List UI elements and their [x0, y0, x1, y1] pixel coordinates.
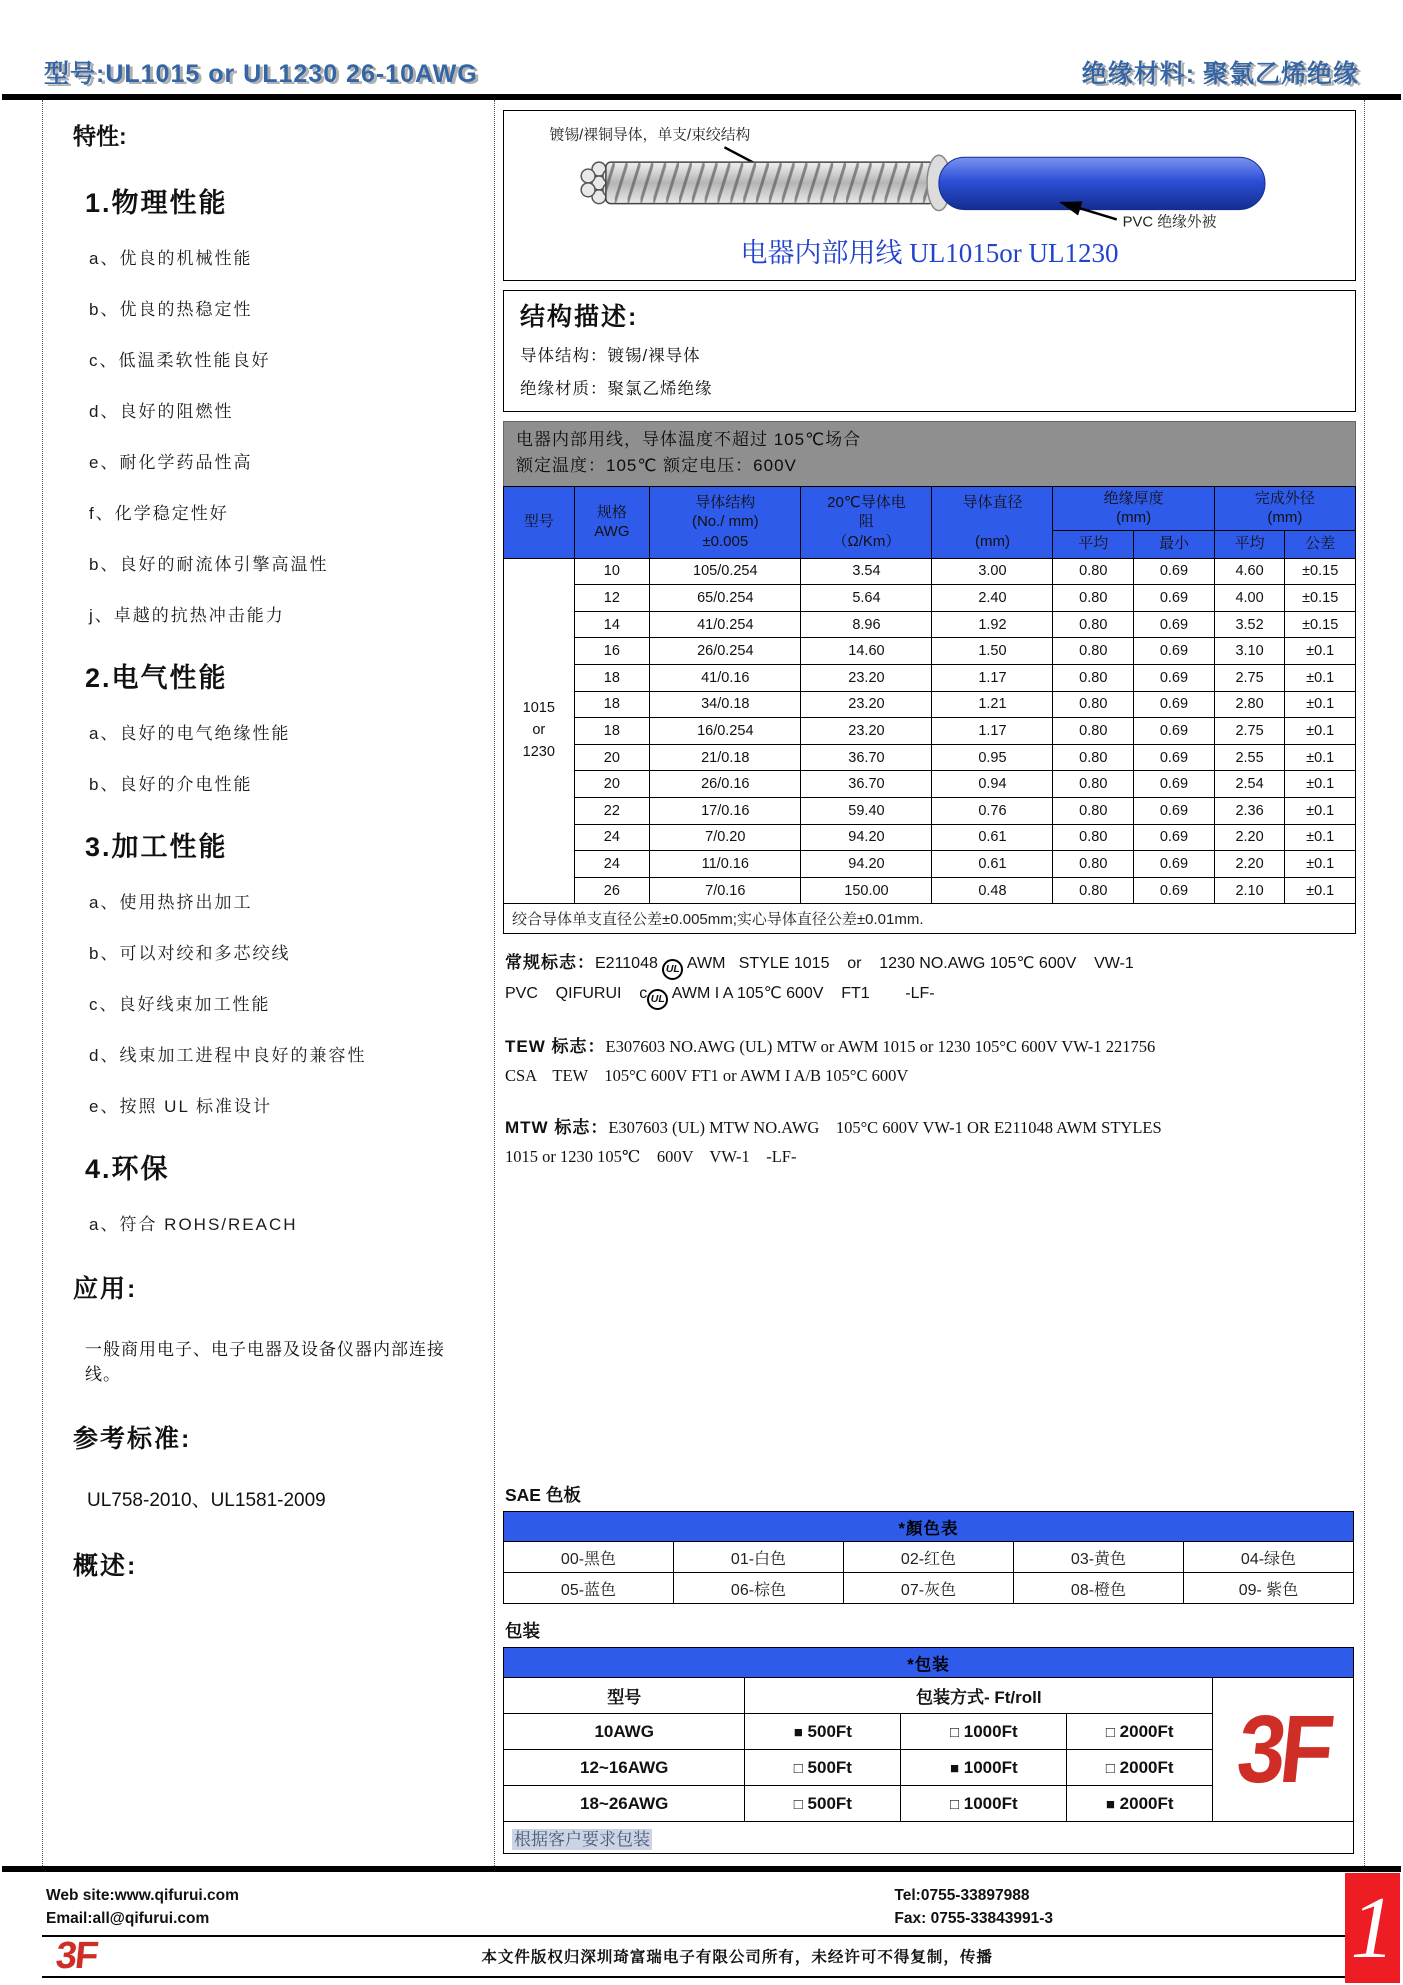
main-content	[42, 100, 1365, 1866]
spec-cell: 1.21	[932, 691, 1053, 718]
spec-cell: 24	[574, 824, 650, 851]
spec-cell: 59.40	[801, 798, 932, 825]
marking-text: E307603 (UL) MTW NO.AWG 105°C 600V VW-1 OR E211048 AWM STYLES	[608, 1118, 1162, 1138]
color-cell: 07-灰色	[844, 1573, 1014, 1604]
package-method-header: 包装方式- Ft/roll	[745, 1678, 1213, 1714]
feature-item: a、符合 ROHS/REACH	[89, 1215, 298, 1234]
spec-header-cell: 导体结构 (No./ mm) ±0.005	[650, 486, 801, 558]
spec-cell: 65/0.254	[650, 585, 801, 612]
brand-logo-3f: 3F	[1232, 1695, 1334, 1803]
structure-box	[503, 290, 1356, 412]
spec-cell: 0.80	[1053, 611, 1134, 638]
feature-sections	[73, 181, 476, 1235]
spec-cell: 0.94	[932, 771, 1053, 798]
feature-item: f、化学稳定性好	[89, 504, 229, 523]
section-title: 2.电气性能	[85, 663, 228, 693]
conductor-strands	[606, 162, 934, 204]
spec-cell: 1.92	[932, 611, 1053, 638]
spec-cell: ±0.1	[1285, 771, 1356, 798]
spec-cell: 0.76	[932, 798, 1053, 825]
spec-header-cell: 规格 AWG	[574, 486, 650, 558]
spec-cell: 0.69	[1134, 851, 1215, 878]
spec-cell: 3.54	[801, 558, 932, 585]
spec-tbody	[504, 558, 1356, 904]
checkbox-icon: □	[949, 1795, 960, 1813]
spec-cell: 18	[574, 718, 650, 745]
checkbox-icon: □	[1105, 1759, 1115, 1777]
package-tbody	[504, 1678, 1354, 1822]
spec-cell: 2.36	[1214, 798, 1285, 825]
spec-row	[504, 558, 1356, 585]
bottom-tables	[503, 1482, 1354, 1854]
package-option-label: 500Ft	[802, 1793, 852, 1813]
marking-label: TEW 标志：	[505, 1037, 606, 1057]
spec-cell: 0.69	[1134, 558, 1215, 585]
package-option-label: 2000Ft	[1114, 1757, 1174, 1777]
spec-cell: 94.20	[801, 824, 932, 851]
spec-cell: 23.20	[801, 718, 932, 745]
feature-item: c、良好线束加工性能	[89, 995, 271, 1014]
model-title: 型号:UL1015 or UL1230 26-10AWG	[44, 60, 478, 88]
spec-cell: 2.80	[1214, 691, 1285, 718]
spec-header-cell: 完成外径 (mm)	[1214, 486, 1355, 530]
package-option-cell	[901, 1786, 1067, 1822]
spec-cell: 10	[574, 558, 650, 585]
spec-cell: 41/0.16	[650, 665, 801, 692]
package-option-label: 1000Ft	[959, 1721, 1018, 1741]
marking-text: PVC QIFURUI c	[505, 985, 648, 1003]
spec-model-cell: 1015 or 1230	[504, 558, 575, 904]
spec-cell: 26/0.254	[650, 638, 801, 665]
package-option-label: 1000Ft	[959, 1793, 1018, 1813]
section-title: 3.加工性能	[85, 832, 228, 862]
spec-row	[504, 771, 1356, 798]
fax-text: Fax: 0755-33843991-3	[894, 1910, 1053, 1928]
feature-item: c、低温柔软性能良好	[89, 351, 271, 370]
spec-table	[503, 486, 1356, 935]
spec-cell: 0.69	[1134, 824, 1215, 851]
color-cell: 02-红色	[844, 1542, 1014, 1573]
spec-header-cell: 型号	[504, 486, 575, 558]
package-model-cell: 18~26AWG	[504, 1786, 745, 1822]
spec-row	[504, 744, 1356, 771]
spec-cell: ±0.1	[1285, 665, 1356, 692]
spec-header-cell: 绝缘厚度 (mm)	[1053, 486, 1214, 530]
spec-cell: 0.95	[932, 744, 1053, 771]
spec-cell: 0.61	[932, 824, 1053, 851]
spec-row	[504, 691, 1356, 718]
marking-text: 1015 or 1230 105℃ 600V VW-1 -LF-	[505, 1147, 797, 1167]
spec-cell: 0.69	[1134, 611, 1215, 638]
feature-item: b、良好的耐流体引擎高温性	[89, 555, 329, 574]
spec-cell: 7/0.16	[650, 877, 801, 904]
feature-item: b、优良的热稳定性	[89, 300, 253, 319]
color-cell: 09- 紫色	[1184, 1573, 1354, 1604]
feature-item: b、可以对绞和多芯绞线	[89, 944, 291, 963]
feature-item: b、良好的介电性能	[89, 775, 253, 794]
page-header	[0, 0, 1403, 90]
spec-cell: 18	[574, 691, 650, 718]
feature-item: e、按照 UL 标准设计	[89, 1097, 273, 1116]
spec-cell: ±0.1	[1285, 718, 1356, 745]
spec-cell: 1.17	[932, 665, 1053, 692]
spec-cell: 24	[574, 851, 650, 878]
spec-cell: ±0.1	[1285, 691, 1356, 718]
ratings-line: 额定温度：105℃ 额定电压：600V	[516, 456, 797, 476]
wire-caption: 电器内部用线 UL1015or UL1230	[740, 238, 1119, 268]
reference-title: 参考标准:	[73, 1425, 192, 1453]
feature-item: e、耐化学药品性高	[89, 453, 253, 472]
package-option-cell	[1067, 1714, 1213, 1750]
checkbox-icon: □	[793, 1759, 803, 1777]
email-text: Email:all@qifurui.com	[46, 1910, 210, 1928]
footer-right-block	[894, 1884, 1053, 1931]
package-model-cell: 10AWG	[504, 1714, 745, 1750]
spec-cell: 3.52	[1214, 611, 1285, 638]
package-option-label: 500Ft	[802, 1757, 852, 1777]
marking-text: E211048	[595, 955, 663, 973]
package-option-cell	[1067, 1750, 1213, 1786]
pvc-jacket	[939, 157, 1265, 209]
jacket-label: PVC 绝缘外被	[1122, 214, 1217, 231]
spec-cell: 0.80	[1053, 851, 1134, 878]
packaging-table	[503, 1647, 1354, 1854]
page-number-badge: 1	[1345, 1873, 1400, 1983]
color-cell: 06-棕色	[674, 1573, 844, 1604]
spec-cell: 26	[574, 877, 650, 904]
right-column	[495, 100, 1364, 1866]
spec-cell: 105/0.254	[650, 558, 801, 585]
spec-cell: ±0.1	[1285, 798, 1356, 825]
spec-cell: 0.80	[1053, 744, 1134, 771]
color-cell: 01-白色	[674, 1542, 844, 1573]
color-row	[504, 1542, 1354, 1573]
marking-text: E307603 NO.AWG (UL) MTW or AWM 1015 or 1230 105°C 600V VW-1 221756	[605, 1037, 1156, 1057]
tel-text: Tel:0755-33897988	[894, 1887, 1030, 1904]
spec-cell: 0.69	[1134, 585, 1215, 612]
package-option-label: 2000Ft	[1114, 1721, 1174, 1741]
structure-line: 绝缘材质：聚氯乙烯绝缘	[520, 380, 713, 398]
spec-row	[504, 798, 1356, 825]
spec-note: 绞合导体单支直径公差±0.005mm;实心导体直径公差±0.01mm.	[504, 904, 1356, 934]
feature-item: a、良好的电气绝缘性能	[89, 724, 291, 743]
spec-cell: 0.69	[1134, 798, 1215, 825]
spec-cell: 0.69	[1134, 691, 1215, 718]
marking-tew	[505, 1032, 1354, 1091]
spec-cell: ±0.1	[1285, 877, 1356, 904]
spec-cell: 0.80	[1053, 558, 1134, 585]
marking-label: 常规标志：	[505, 953, 595, 973]
copyright-bar	[42, 1934, 1378, 1978]
spec-cell: 2.75	[1214, 718, 1285, 745]
spec-cell: 0.48	[932, 877, 1053, 904]
spec-cell: 0.80	[1053, 691, 1134, 718]
spec-cell: 0.69	[1134, 638, 1215, 665]
reference-text: UL758-2010、UL1581-2009	[87, 1490, 326, 1511]
spec-cell: 2.75	[1214, 665, 1285, 692]
copyright-text: 本文件版权归深圳琦富瑞电子有限公司所有，未经许可不得复制，传播	[481, 1949, 993, 1966]
spec-cell: 26/0.16	[650, 771, 801, 798]
marking-text: CSA TEW 105°C 600V FT1 or AWM I A/B 105°C 600V	[505, 1066, 909, 1086]
spec-cell: 3.10	[1214, 638, 1285, 665]
ratings-banner	[503, 421, 1356, 486]
wire-diagram-image	[512, 119, 1347, 231]
color-table-header: *顏色表	[504, 1512, 1354, 1542]
spec-cell: 1.17	[932, 718, 1053, 745]
color-cell: 00-黑色	[504, 1542, 674, 1573]
spec-cell: 2.20	[1214, 851, 1285, 878]
spec-cell: 2.20	[1214, 824, 1285, 851]
application-title: 应用:	[73, 1275, 138, 1303]
package-option-cell	[901, 1714, 1067, 1750]
page-footer	[42, 1872, 1403, 1981]
spec-cell: 22	[574, 798, 650, 825]
color-cell: 05-蓝色	[504, 1573, 674, 1604]
marking-text: AWM STYLE 1015 or 1230 NO.AWG 105℃ 600V VW-1	[683, 955, 1134, 973]
features-title: 特性:	[73, 123, 127, 149]
checkbox-icon: ■	[793, 1723, 803, 1741]
spec-cell: 41/0.254	[650, 611, 801, 638]
sae-color-label: SAE 色板	[505, 1485, 581, 1505]
feature-item: d、线束加工进程中良好的兼容性	[89, 1046, 367, 1065]
spec-cell: 0.69	[1134, 771, 1215, 798]
spec-cell: 0.80	[1053, 638, 1134, 665]
wire-illustration-box	[503, 110, 1356, 281]
color-row	[504, 1573, 1354, 1604]
marking-label: MTW 标志：	[505, 1118, 609, 1138]
spec-cell: 0.80	[1053, 585, 1134, 612]
spec-cell: ±0.1	[1285, 744, 1356, 771]
spec-row	[504, 611, 1356, 638]
spec-row	[504, 585, 1356, 612]
spec-header-cell: 公差	[1285, 530, 1356, 558]
package-model-cell: 12~16AWG	[504, 1750, 745, 1786]
feature-item: j、卓越的抗热冲击能力	[89, 606, 285, 625]
spec-cell: 0.80	[1053, 665, 1134, 692]
package-option-label: 500Ft	[802, 1721, 852, 1741]
marking-regular	[505, 948, 1354, 1010]
package-option-cell	[745, 1750, 901, 1786]
left-column	[43, 100, 495, 1866]
spec-cell: ±0.15	[1285, 585, 1356, 612]
spec-cell: 36.70	[801, 771, 932, 798]
spec-cell: 17/0.16	[650, 798, 801, 825]
spec-cell: 5.64	[801, 585, 932, 612]
package-option-cell	[745, 1714, 901, 1750]
spec-cell: 12	[574, 585, 650, 612]
ratings-line: 电器内部用线，导体温度不超过 105℃场合	[516, 430, 862, 449]
spec-header-cell: 20℃导体电 阻 （Ω/Km）	[801, 486, 932, 558]
application-text: 一般商用电子、电子电器及设备仪器内部连接线。	[85, 1340, 445, 1384]
spec-row	[504, 824, 1356, 851]
structure-title: 结构描述:	[520, 303, 639, 331]
spec-cell: 94.20	[801, 851, 932, 878]
package-option-label: 1000Ft	[959, 1757, 1018, 1777]
spec-cell: ±0.1	[1285, 824, 1356, 851]
spec-cell: 0.80	[1053, 718, 1134, 745]
spec-header-cell: 最小	[1134, 530, 1215, 558]
spec-cell: 0.80	[1053, 824, 1134, 851]
spec-cell: 0.80	[1053, 798, 1134, 825]
website-text: Web site:www.qifurui.com	[46, 1887, 239, 1904]
spec-cell: 8.96	[801, 611, 932, 638]
package-note: 根据客户要求包装	[504, 1822, 1354, 1854]
spec-cell: 16/0.254	[650, 718, 801, 745]
spec-cell: 21/0.18	[650, 744, 801, 771]
spec-cell: 3.00	[932, 558, 1053, 585]
spec-cell: 4.60	[1214, 558, 1285, 585]
checkbox-icon: ■	[1105, 1795, 1115, 1813]
color-cell: 04-绿色	[1184, 1542, 1354, 1573]
spec-cell: 0.69	[1134, 665, 1215, 692]
marking-mtw	[505, 1113, 1354, 1172]
spec-cell: 14	[574, 611, 650, 638]
spec-cell: 2.10	[1214, 877, 1285, 904]
spec-row	[504, 877, 1356, 904]
spec-cell: ±0.1	[1285, 638, 1356, 665]
spec-cell: 0.69	[1134, 744, 1215, 771]
section-title: 4.环保	[85, 1154, 170, 1184]
overview-title: 概述:	[73, 1552, 138, 1580]
spec-cell: 0.69	[1134, 877, 1215, 904]
feature-item: a、使用热挤出加工	[89, 893, 253, 912]
package-model-header: 型号	[504, 1678, 745, 1714]
package-option-cell	[1067, 1786, 1213, 1822]
spec-cell: 150.00	[801, 877, 932, 904]
spec-note-row	[504, 904, 1356, 934]
spec-cell: 1.50	[932, 638, 1053, 665]
spec-cell: 34/0.18	[650, 691, 801, 718]
feature-item: a、优良的机械性能	[89, 249, 253, 268]
spec-cell: ±0.1	[1285, 851, 1356, 878]
spec-cell: 0.80	[1053, 877, 1134, 904]
checkbox-icon: □	[1105, 1723, 1115, 1741]
color-cell: 08-橙色	[1014, 1573, 1184, 1604]
markings-section	[503, 948, 1356, 1172]
spec-cell: 16	[574, 638, 650, 665]
spec-cell: 23.20	[801, 691, 932, 718]
spec-row	[504, 851, 1356, 878]
spec-cell: 2.40	[932, 585, 1053, 612]
spec-row	[504, 638, 1356, 665]
spec-cell: 23.20	[801, 665, 932, 692]
spec-cell: 20	[574, 744, 650, 771]
spec-row	[504, 665, 1356, 692]
brand-logo-cell	[1213, 1678, 1354, 1822]
feature-item: d、良好的阻燃性	[89, 402, 234, 421]
spec-cell: ±0.15	[1285, 611, 1356, 638]
spec-header-cell: 平均	[1214, 530, 1285, 558]
spec-cell: 14.60	[801, 638, 932, 665]
package-note-row	[504, 1822, 1354, 1854]
spec-cell: 36.70	[801, 744, 932, 771]
structure-line: 导体结构：镀锡/裸导体	[520, 347, 701, 365]
color-cell: 03-黄色	[1014, 1542, 1184, 1573]
package-header-row	[504, 1678, 1354, 1714]
marking-text: AWM I A 105℃ 600V FT1 -LF-	[668, 985, 935, 1003]
spec-header-cell: 导体直径 (mm)	[932, 486, 1053, 558]
packaging-label: 包装	[505, 1621, 540, 1641]
checkbox-icon: ■	[949, 1759, 960, 1777]
checkbox-icon: □	[793, 1795, 803, 1813]
package-option-label: 2000Ft	[1114, 1793, 1174, 1813]
packaging-table-header: *包装	[504, 1648, 1354, 1678]
ul-logo-icon: UL	[647, 989, 668, 1010]
footer-contact-row	[42, 1872, 1378, 1937]
footer-brand-logo: 3F	[53, 1934, 99, 1977]
section-title: 1.物理性能	[85, 188, 228, 218]
spec-cell: 2.54	[1214, 771, 1285, 798]
conductor-label: 镀锡/裸铜导体，单支/束绞结构	[549, 127, 751, 144]
spec-cell: 20	[574, 771, 650, 798]
footer-left-block	[46, 1884, 239, 1931]
spec-cell: 7/0.20	[650, 824, 801, 851]
color-tbody	[504, 1542, 1354, 1604]
color-table	[503, 1511, 1354, 1604]
spec-cell: 2.55	[1214, 744, 1285, 771]
spec-header-cell: 平均	[1053, 530, 1134, 558]
insulation-title: 绝缘材料: 聚氯乙烯绝缘	[1081, 60, 1359, 88]
spec-cell: 0.80	[1053, 771, 1134, 798]
spec-cell: 0.69	[1134, 718, 1215, 745]
package-option-cell	[745, 1786, 901, 1822]
spec-cell: ±0.15	[1285, 558, 1356, 585]
spec-cell: 4.00	[1214, 585, 1285, 612]
spec-cell: 18	[574, 665, 650, 692]
package-option-cell	[901, 1750, 1067, 1786]
checkbox-icon: □	[949, 1723, 960, 1741]
spec-cell: 0.61	[932, 851, 1053, 878]
spec-row	[504, 718, 1356, 745]
spec-cell: 11/0.16	[650, 851, 801, 878]
ul-logo-icon: UL	[662, 959, 683, 980]
